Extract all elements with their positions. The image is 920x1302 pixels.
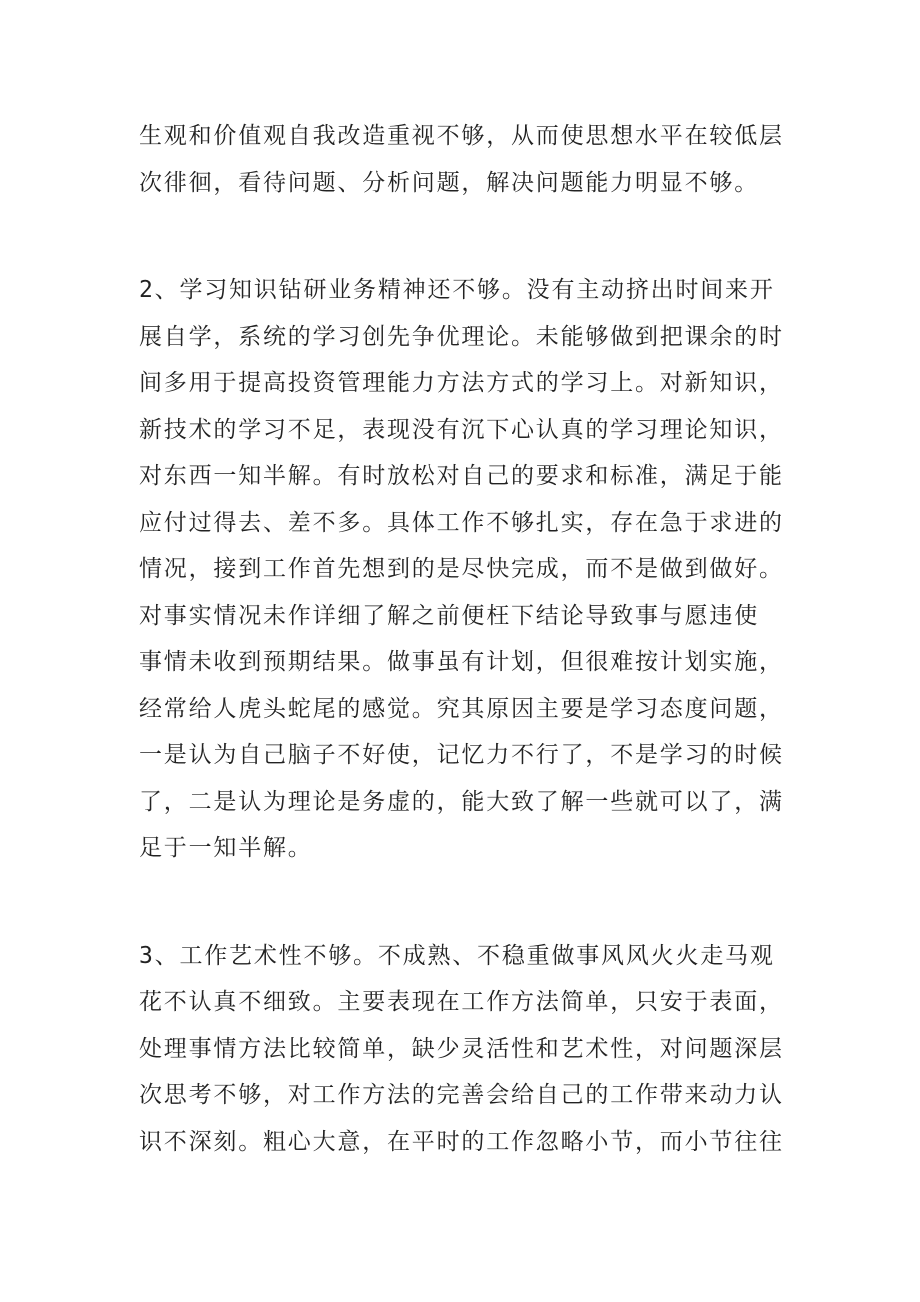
text-line: 事情未收到预期结果。做事虽有计划，但很难按计划实施， (139, 649, 784, 675)
paragraph-spacer (139, 206, 789, 267)
paragraph-3 (139, 933, 789, 1166)
text-line: 处理事情方法比较简单，缺少灵活性和艺术性，对问题深层 (139, 1035, 784, 1062)
document-body (139, 113, 789, 1165)
paragraph-spacer (139, 872, 789, 933)
text-line: 足于一知半解。 (139, 835, 313, 861)
text-line: 花不认真不细致。主要表现在工作方法简单，只安于表面， (139, 989, 784, 1015)
text-line: 应付过得去、差不多。具体工作不够扎实，存在急于求进的 (139, 509, 784, 536)
text-line: 间多用于提高投资管理能力方法方式的学习上。对新知识， (139, 370, 784, 396)
text-line: 对东西一知半解。有时放松对自己的要求和标准，满足于能 (139, 463, 784, 489)
text-line: 新技术的学习不足，表现没有沉下心认真的学习理论知识， (139, 416, 784, 443)
text-line: 3、工作艺术性不够。不成熟、不稳重做事风风火火走马观 (139, 942, 775, 969)
text-line: 2、学习知识钻研业务精神还不够。没有主动挤出时间来开 (139, 277, 775, 303)
text-line: 识不深刻。粗心大意，在平时的工作忽略小节，而小节往往 (139, 1128, 784, 1155)
text-line: 情况，接到工作首先想到的是尽快完成，而不是做到做好。 (139, 556, 784, 582)
text-line: 了，二是认为理论是务虚的，能大致了解一些就可以了，满 (139, 788, 784, 815)
text-line: 展自学，系统的学习创先争优理论。未能够做到把课余的时 (139, 323, 784, 350)
text-line: 生观和价值观自我改造重视不够，从而使思想水平在较低层 (139, 123, 784, 149)
text-line: 次思考不够，对工作方法的完善会给自己的工作带来动力认 (139, 1082, 784, 1108)
paragraph-2 (139, 267, 789, 872)
text-line: 对事实情况未作详细了解之前便枉下结论导致事与愿违使 (139, 602, 759, 629)
text-line: 一是认为自己脑子不好使，记忆力不行了，不是学习的时候 (139, 742, 784, 768)
text-line: 次徘徊，看待问题、分析问题，解决问题能力明显不够。 (139, 169, 759, 196)
text-line: 经常给人虎头蛇尾的感觉。究其原因主要是学习态度问题， (139, 695, 784, 722)
paragraph-1 (139, 113, 789, 206)
